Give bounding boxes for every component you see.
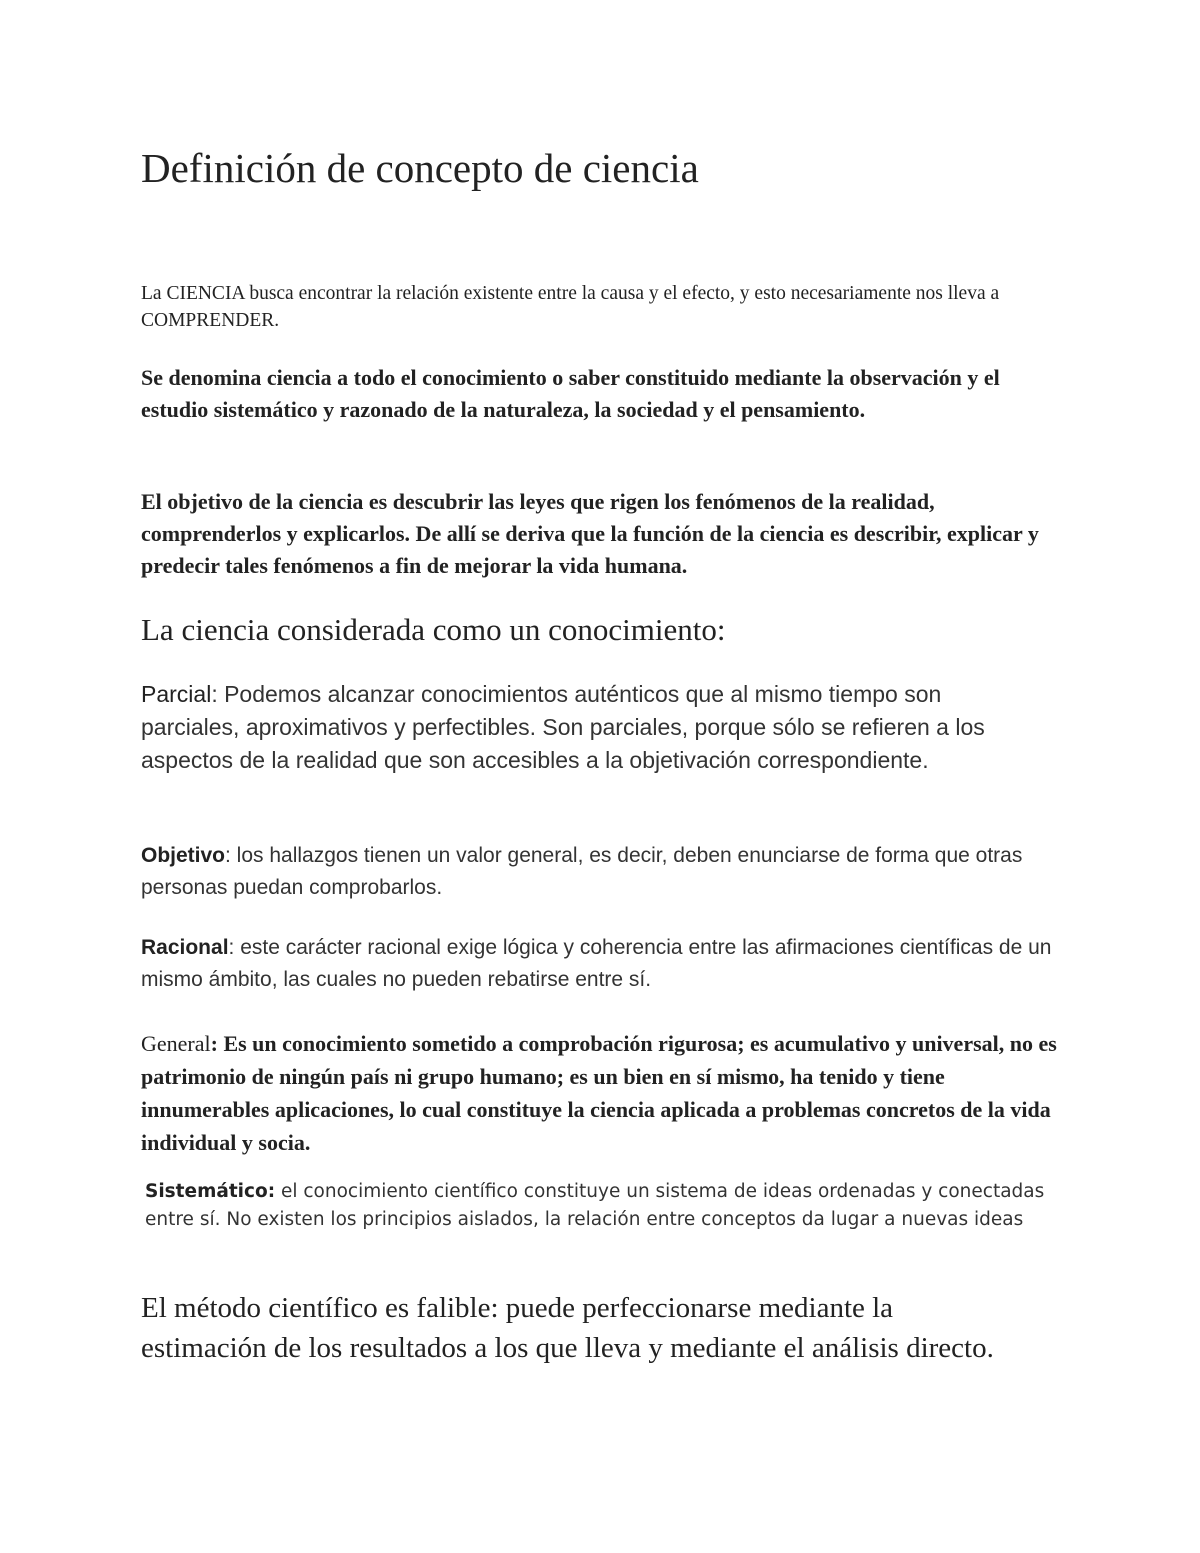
feature-parcial	[141, 678, 1021, 777]
feature-racional-term: Racional	[141, 936, 229, 959]
feature-objetivo	[141, 840, 1066, 904]
feature-parcial-text: : Podemos alcanzar conocimientos auténticos que al mismo tiempo son parciales, aproximativos y perfectibles. Son parciales, porque sólo se refieren a los aspectos de la realidad que son accesibles a la objetivación correspondiente.	[141, 681, 985, 773]
feature-general-text: : Es un conocimiento sometido a comprobación rigurosa; es acumulativo y universal, no es patrimonio de ningún país ni grupo humano; es un bien en sí mismo, ha tenido y tiene innumerables aplicaciones, lo cual constituye la ciencia aplicada a problemas concretos de la vida individual y socia.	[141, 1031, 1057, 1155]
feature-parcial-term: Parcial	[141, 681, 212, 707]
conclusion-paragraph: El método científico es falible: puede perfeccionarse mediante la estimación de los resultados a los que lleva y mediante el análisis directo.	[141, 1292, 994, 1364]
intro-paragraph: La CIENCIA busca encontrar la relación existente entre la causa y el efecto, y esto necesariamente nos lleva a COMPRENDER.	[141, 283, 1000, 331]
feature-general	[141, 1027, 1066, 1159]
feature-sistematico-text: el conocimiento científico constituye un sistema de ideas ordenadas y conectadas entre sí. No existen los principios aislados, la relación entre conceptos da lugar a nuevas ideas	[145, 1181, 1045, 1230]
page-title: Definición de concepto de ciencia	[141, 145, 699, 191]
feature-objetivo-term: Objetivo	[141, 844, 226, 867]
feature-racional-text: : este carácter racional exige lógica y coherencia entre las afirmaciones científicas de un mismo ámbito, las cuales no pueden rebatirse entre sí.	[141, 936, 1052, 991]
feature-racional	[141, 932, 1066, 996]
feature-sistematico-term: Sistemático:	[145, 1181, 276, 1202]
feature-general-term: General	[141, 1031, 211, 1056]
feature-sistematico	[145, 1178, 1065, 1234]
section-subtitle: La ciencia considerada como un conocimiento:	[141, 612, 726, 647]
definition-paragraph: Se denomina ciencia a todo el conocimiento o saber constituido mediante la observación y el estudio sistemático y razonado de la naturaleza, la sociedad y el pensamiento.	[141, 365, 1000, 422]
objective-paragraph: El objetivo de la ciencia es descubrir las leyes que rigen los fenómenos de la realidad, comprenderlos y explicarlos. De allí se deriva que la función de la ciencia es describir, explicar y predecir tales fenómenos a fin de mejorar la vida humana.	[141, 489, 1039, 578]
feature-objetivo-text: : los hallazgos tienen un valor general, es decir, deben enunciarse de forma que otras personas puedan comprobarlos.	[141, 844, 1023, 899]
